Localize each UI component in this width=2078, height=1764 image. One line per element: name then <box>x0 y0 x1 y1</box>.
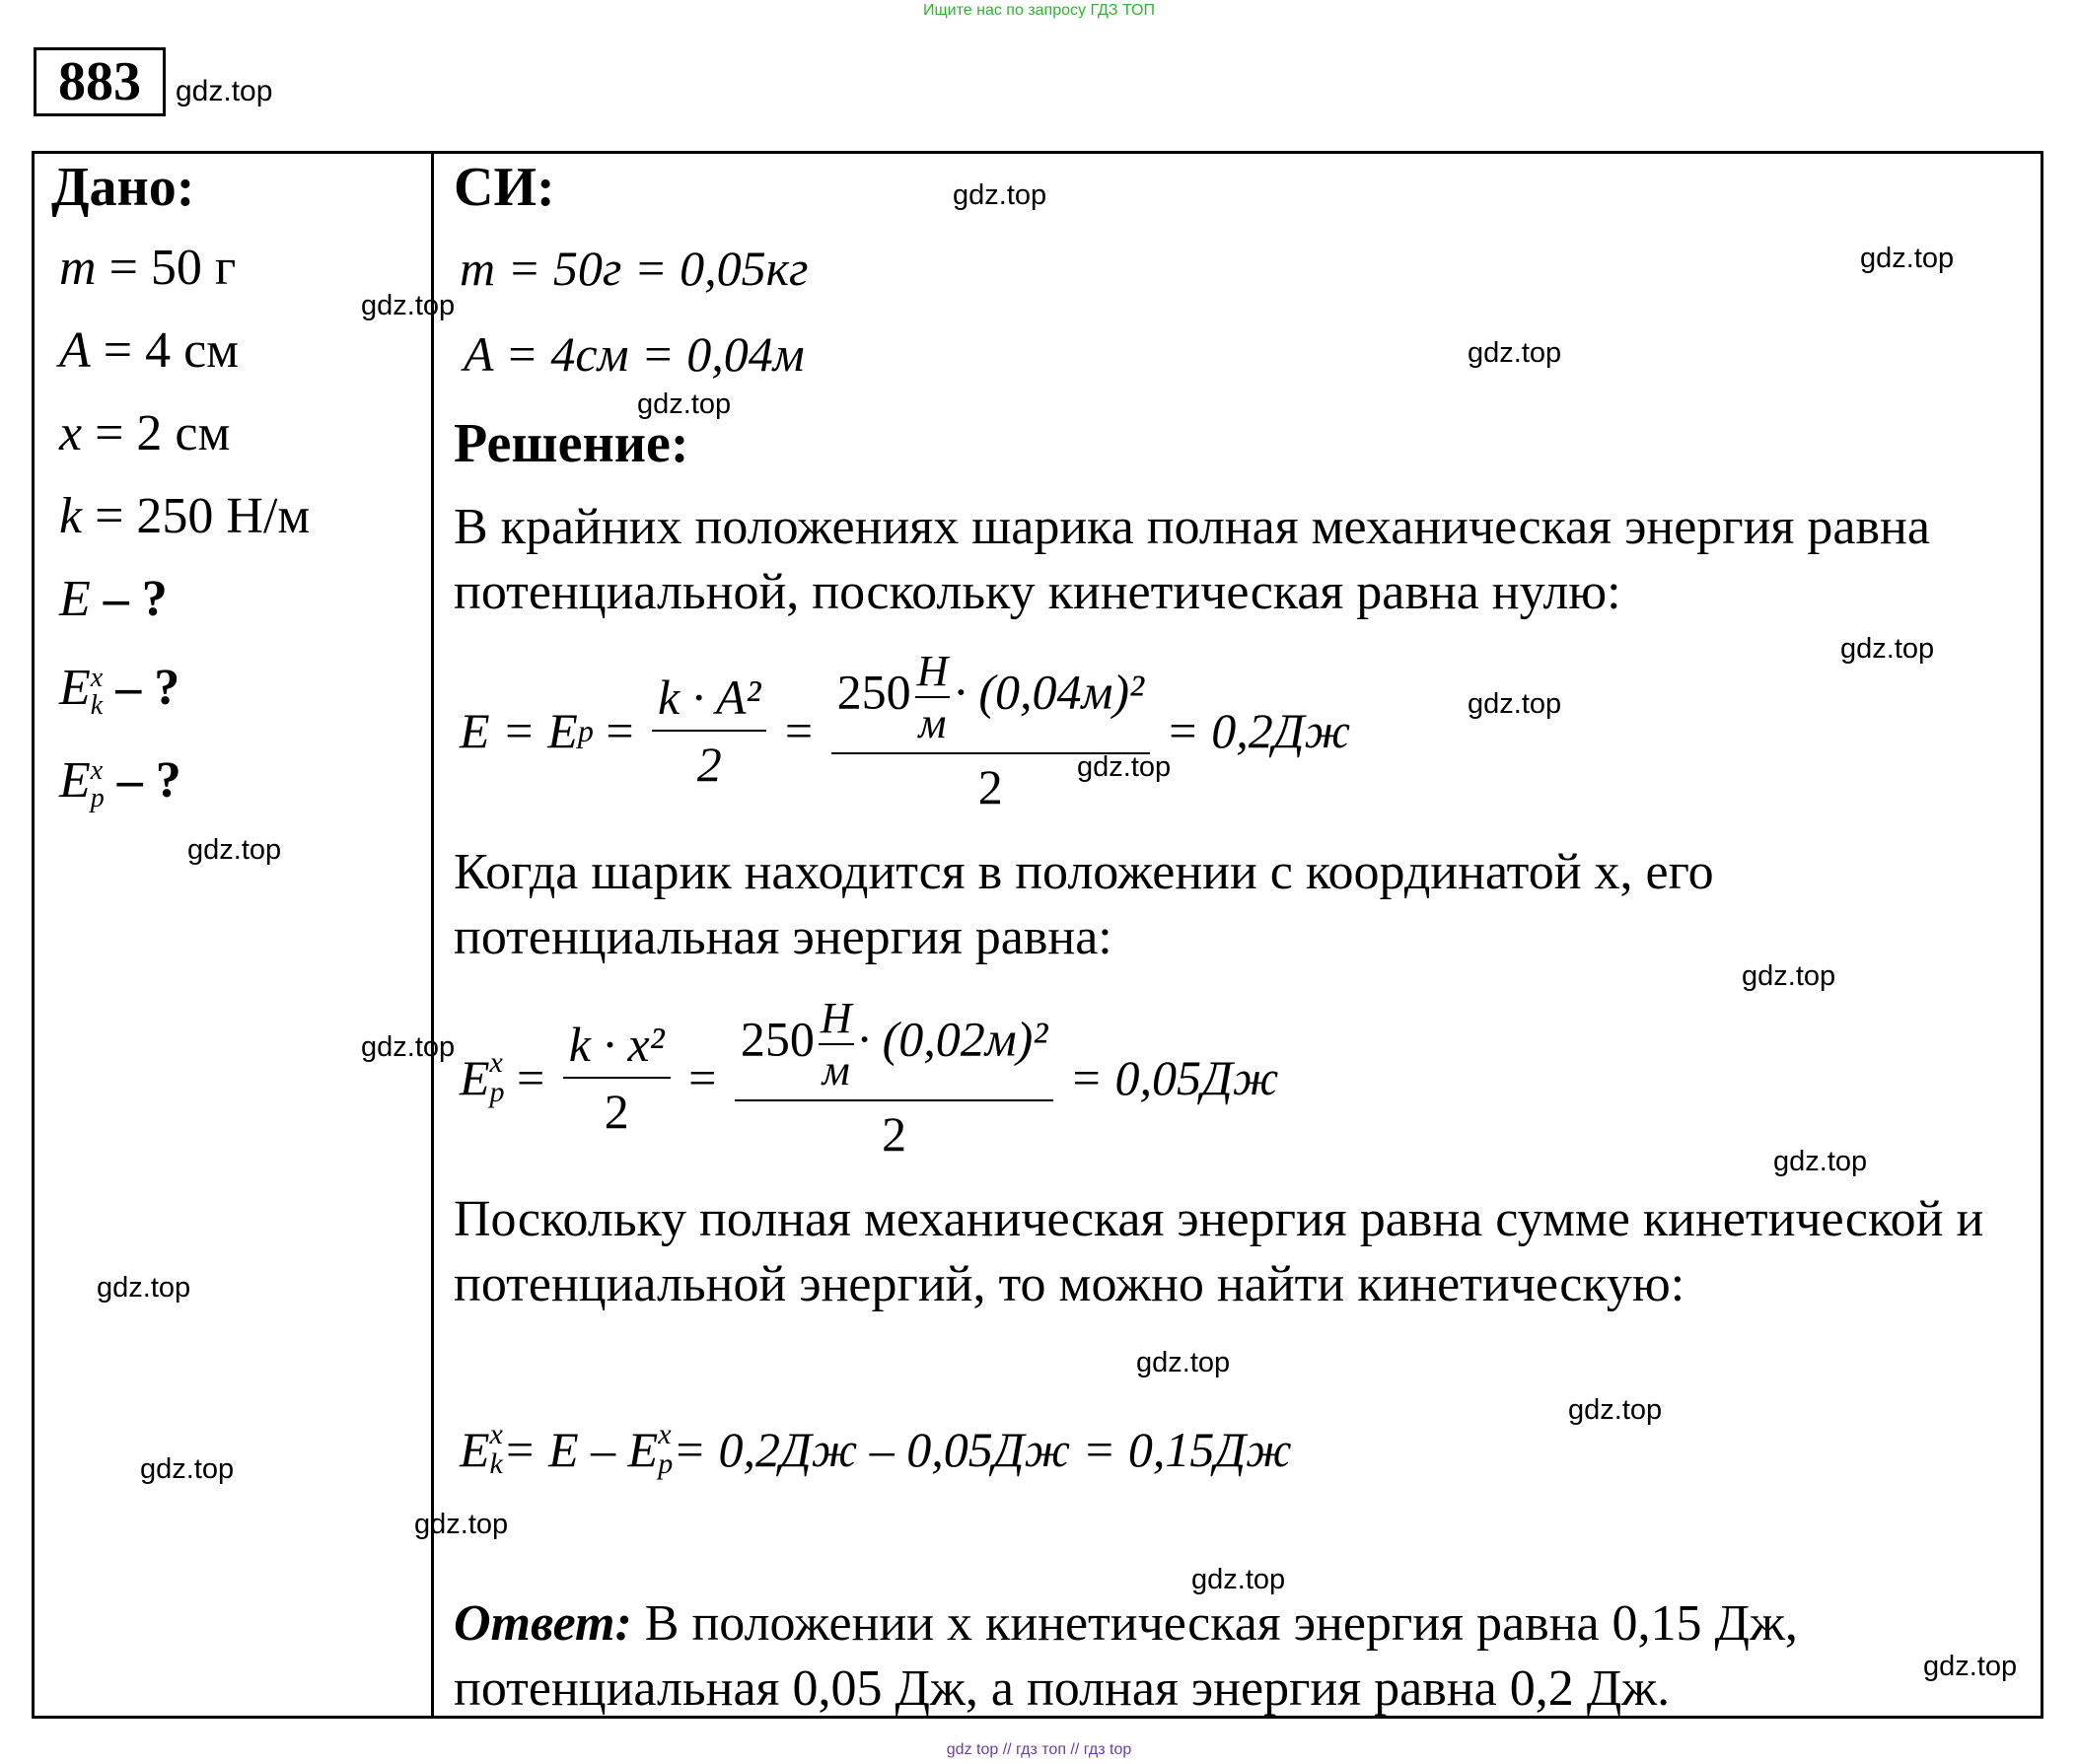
watermark: gdz.top <box>953 179 1047 211</box>
problem-number: 883 <box>34 47 166 116</box>
watermark: gdz.top <box>1840 633 1935 665</box>
watermark: gdz.top <box>1191 1564 1286 1595</box>
watermark: gdz.top <box>1468 337 1562 369</box>
solution-paragraph-3: Поскольку полная механическая энергия равна сумме кинетической и потенциальной энергий, то можно найти кинетическую: <box>454 1191 1984 1312</box>
watermark: gdz.top <box>1077 751 1172 783</box>
watermark: gdz.top <box>1773 1146 1868 1177</box>
solution-title: Решение: <box>454 413 689 474</box>
watermark: gdz.top <box>97 1272 191 1304</box>
equation-total-energy: E = E p = $\frac{\text{k · A²}}{2}$ = 250 $\frac{Н}{м}$ · (0,04м)² 2 = 0,2Дж <box>460 647 1351 814</box>
given-coordinate: x = 2 см <box>59 405 231 461</box>
given-find-kinetic: E x k – ? <box>59 660 180 722</box>
watermark: gdz.top <box>1923 1651 2018 1682</box>
watermark: gdz.top <box>361 290 456 321</box>
answer: Ответ: В положении x кинетическая энергия равна 0,15 Дж, потенциальная 0,05 Дж, а полная энергия равна 0,2 Дж. <box>454 1595 1798 1717</box>
watermark: gdz.top <box>140 1453 235 1485</box>
watermark: gdz.top <box>414 1509 509 1540</box>
watermark: gdz.top <box>1568 1394 1663 1426</box>
watermark: gdz.top <box>187 834 282 866</box>
watermark: gdz.top <box>637 388 732 420</box>
watermark: gdz.top <box>176 75 273 107</box>
footer-links[interactable]: gdz top // гдз топ // гдз top <box>946 1741 1132 1758</box>
promo-banner[interactable]: Ищите нас по запросу ГДЗ ТОП <box>923 2 1155 19</box>
solution-paragraph-1: В крайних положениях шарика полная механическая энергия равна потенциальной, поскольку кинетическая равна нулю: <box>454 499 1930 620</box>
column-divider <box>431 151 434 1719</box>
given-find-energy: E – ? <box>59 571 168 627</box>
solution-paragraph-2: Когда шарик находится в положении с координатой x, его потенциальная энергия равна: <box>454 844 1714 965</box>
given-amplitude: A = 4 см <box>59 322 240 379</box>
si-title: СИ: <box>454 157 555 218</box>
equation-kinetic-energy: E x k = E – E x p = 0,2Дж – 0,05Дж = 0,15Дж <box>460 1418 1292 1480</box>
given-mass: m = 50 г <box>59 240 237 296</box>
watermark: gdz.top <box>361 1031 456 1063</box>
given-stiffness: k = 250 Н/м <box>59 488 311 544</box>
equation-potential-energy: E x p = $\frac{\text{k · x²}}{2}$ = 250 $\frac{Н}{м}$ · (0,02м)² 2 = 0,05Дж <box>460 994 1279 1162</box>
si-amplitude: A = 4см = 0,04м <box>464 326 805 382</box>
watermark: gdz.top <box>1468 688 1562 720</box>
given-find-potential: E x p – ? <box>59 752 181 814</box>
watermark: gdz.top <box>1742 960 1836 992</box>
given-title: Дано: <box>51 157 195 218</box>
si-mass: m = 50г = 0,05кг <box>460 241 809 296</box>
watermark: gdz.top <box>1860 243 1955 274</box>
watermark: gdz.top <box>1136 1347 1231 1378</box>
